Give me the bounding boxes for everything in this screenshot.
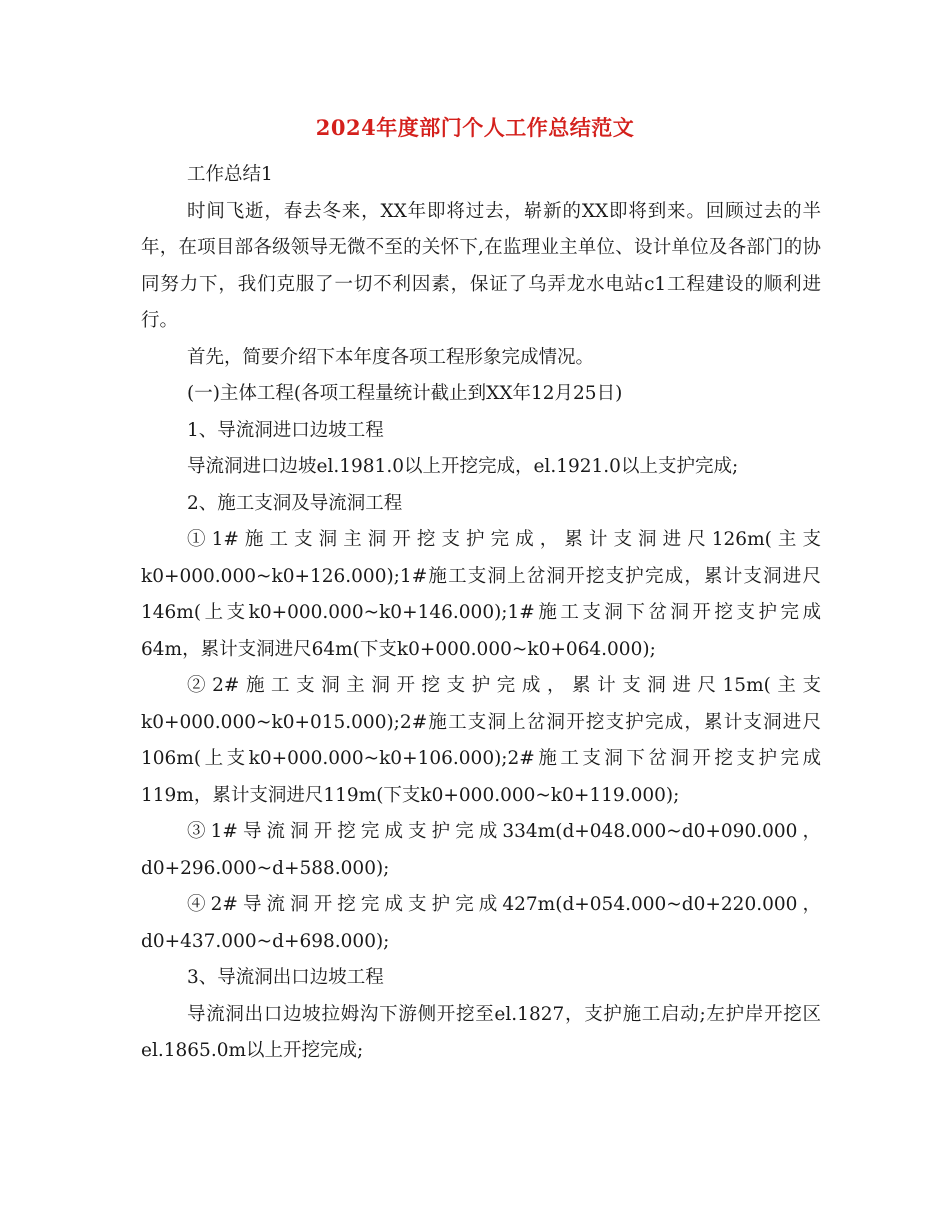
paragraph-section-heading: 工作总结1 xyxy=(187,164,273,185)
paragraph: 导流洞进口边坡el.1981.0以上开挖完成，el.1921.0以上支护完成; xyxy=(187,456,739,477)
paragraph: 时间飞逝，春去冬来，XX年即将过去，崭新的XX即将到来。回顾过去的半年，在项目部各级领导无微不至的关怀下,在监理业主单位、设计单位及各部门的协同努力下，我们克服了一切不利因素，保证了乌弄龙水电站c1工程建设的顺利进行。 xyxy=(141,200,821,331)
paragraph: 2、施工支洞及导流洞工程 xyxy=(187,492,403,514)
document-title: 2024年度部门个人工作总结范文 xyxy=(315,115,635,140)
paragraph: ①1#施工支洞主洞开挖支护完成，累计支洞进尺126m(主支k0+000.000~k0+126.000);1#施工支洞上岔洞开挖支护完成，累计支洞进尺146m(上支k0+000.000~k0+146.000);1#施工支洞下岔洞开挖支护完成64m，累计支洞进尺64m(下支k0+000.000~k0+064.000); xyxy=(141,529,821,660)
paragraph: 导流洞出口边坡拉姆沟下游侧开挖至el.1827，支护施工启动;左护岸开挖区el.1865.0m以上开挖完成; xyxy=(141,1003,821,1061)
document-body xyxy=(141,157,821,1070)
paragraph: ③1#导流洞开挖完成支护完成334m(d+048.000~d0+090.000，d0+296.000~d+588.000); xyxy=(141,821,821,879)
paragraph: 首先，简要介绍下本年度各项工程形象完成情况。 xyxy=(187,346,595,368)
paragraph: 3、导流洞出口边坡工程 xyxy=(187,967,384,988)
paragraph: 1、导流洞进口边坡工程 xyxy=(187,419,384,441)
paragraph: ④2#导流洞开挖完成支护完成427m(d+054.000~d0+220.000，d0+437.000~d+698.000); xyxy=(141,894,821,952)
paragraph: ②2#施工支洞主洞开挖支护完成，累计支洞进尺15m(主支k0+000.000~k0+015.000);2#施工支洞上岔洞开挖支护完成，累计支洞进尺106m(上支k0+000.000~k0+106.000);2#施工支洞下岔洞开挖支护完成119m，累计支洞进尺119m(下支k0+000.000~k0+119.000); xyxy=(141,675,821,806)
paragraph: (一)主体工程(各项工程量统计截止到XX年12月25日) xyxy=(187,383,623,404)
